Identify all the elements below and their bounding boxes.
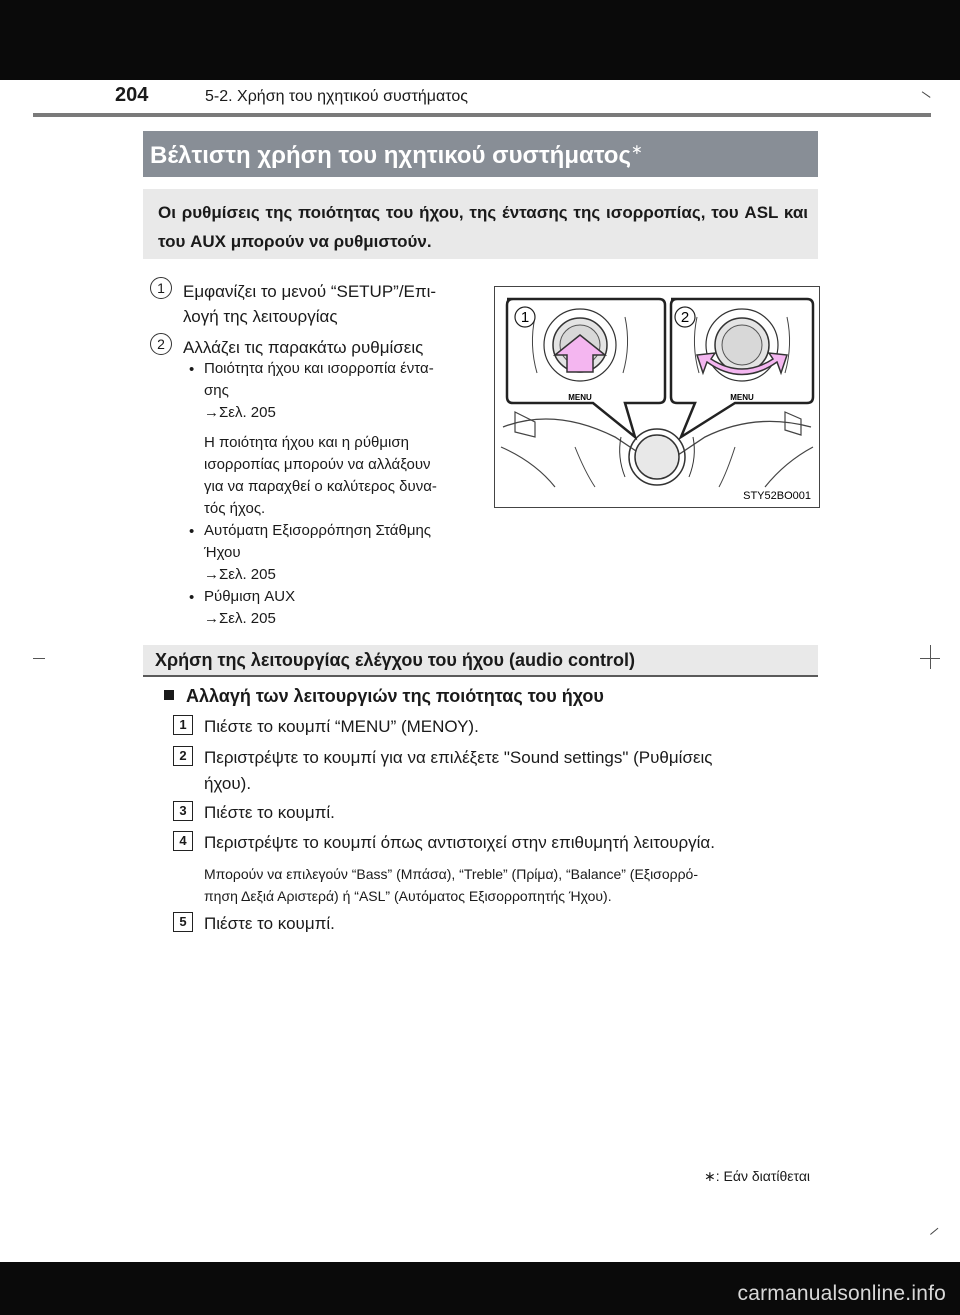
bullet-2-ref: →Σελ. 205 bbox=[204, 566, 276, 583]
step-number-2: 2 bbox=[173, 746, 193, 766]
step-5-text: Πιέστε το κουμπί. bbox=[204, 914, 335, 933]
bullet-2-line-1: Αυτόματη Εξισορρόπηση Στάθμης bbox=[204, 522, 432, 539]
audio-knob-illustration bbox=[495, 287, 819, 507]
menu-label-left: MENU bbox=[568, 393, 592, 402]
subsection-title-rule bbox=[143, 675, 818, 677]
bullet-dot: • bbox=[189, 523, 195, 540]
step-number-5: 5 bbox=[173, 912, 193, 932]
bullet-1-note-line-2: ισορροπίας μπορούν να αλλάξουν bbox=[204, 456, 431, 473]
bullet-3-line-1: Ρύθμιση AUX bbox=[204, 588, 296, 605]
bullet-1-ref: →Σελ. 205 bbox=[204, 404, 276, 421]
audio-knob-figure bbox=[494, 286, 820, 508]
step-3-text: Πιέστε το κουμπί. bbox=[204, 803, 335, 822]
subsection-heading: Αλλαγή των λειτουργιών της ποιότητας του ήχου bbox=[186, 686, 604, 706]
bullet-dot: • bbox=[189, 589, 195, 606]
step-2-text: Περιστρέψτε το κουμπί για να επιλέξετε "Sound settings" (Ρυθμίσεις bbox=[204, 748, 713, 767]
subsection-title: Χρήση της λειτουργίας ελέγχου του ήχου (audio control) bbox=[155, 650, 636, 670]
registration-mark-left bbox=[33, 658, 45, 659]
item-number-1: 1 bbox=[150, 277, 172, 299]
bullet-1-note-line-4: τός ήχος. bbox=[204, 500, 266, 517]
bullet-1-line-2: σης bbox=[204, 382, 229, 399]
step-4-note-line-1: Μπορούν να επιλεγούν “Bass” (Μπάσα), “Treble” (Πρίμα), “Balance” (Εξισορρό- bbox=[204, 866, 698, 882]
item-1-line-2: λογή της λειτουργίας bbox=[183, 307, 338, 326]
menu-label-right: MENU bbox=[730, 393, 754, 402]
bullet-1-line-1: Ποιότητα ήχου και ισορροπία έντα- bbox=[204, 360, 434, 377]
crop-mark-bottom bbox=[924, 1220, 939, 1235]
step-4-note-line-2: πηση Δεξιά Αριστερά) ή “ASL” (Αυτόματος Εξισορροπητής Ήχου). bbox=[204, 888, 612, 904]
figure-label-2: 2 bbox=[680, 309, 690, 326]
figure-label-1: 1 bbox=[520, 309, 530, 326]
step-1-text: Πιέστε το κουμπί “MENU” (ΜΕΝΟΥ). bbox=[204, 717, 479, 736]
step-number-1: 1 bbox=[173, 715, 193, 735]
step-4-text: Περιστρέψτε το κουμπί όπως αντιστοιχεί στην επιθυμητή λειτουργία. bbox=[204, 833, 715, 852]
figure-code: STY52BO001 bbox=[743, 490, 811, 502]
header-rule bbox=[33, 113, 931, 117]
square-bullet-icon bbox=[164, 690, 174, 700]
page-title: Βέλτιστη χρήση του ηχητικού συστήματος∗ bbox=[150, 141, 643, 169]
bullet-1-note-line-3: για να παραχθεί ο καλύτερος δυνα- bbox=[204, 478, 437, 495]
top-black-bar bbox=[0, 0, 960, 80]
registration-mark-right-v bbox=[930, 645, 931, 669]
section-header: 5-2. Χρήση του ηχητικού συστήματος bbox=[205, 88, 468, 105]
crop-mark-top bbox=[922, 83, 937, 98]
page-number: 204 bbox=[115, 84, 149, 106]
item-1-line-1: Εμφανίζει το μενού “SETUP”/Επι- bbox=[183, 282, 437, 301]
step-2-text-cont: ήχου). bbox=[204, 774, 252, 793]
step-number-3: 3 bbox=[173, 801, 193, 821]
item-2-line-1: Αλλάζει τις παρακάτω ρυθμίσεις bbox=[183, 338, 424, 357]
bullet-dot: • bbox=[189, 361, 195, 378]
bullet-2-line-2: Ήχου bbox=[204, 544, 241, 561]
watermark: carmanualsonline.info bbox=[737, 1282, 946, 1305]
bullet-3-ref: →Σελ. 205 bbox=[204, 610, 276, 627]
footnote: ∗: Εάν διατίθεται bbox=[704, 1168, 811, 1184]
item-number-2: 2 bbox=[150, 333, 172, 355]
availability-marker: ∗ bbox=[630, 141, 643, 157]
bullet-1-note-line-1: Η ποιότητα ήχου και η ρύθμιση bbox=[204, 434, 409, 451]
step-number-4: 4 bbox=[173, 831, 193, 851]
intro-text: Οι ρυθμίσεις της ποιότητας του ήχου, της έντασης της ισορροπίας, του ASL και του AUX μπορούν να ρυθμιστούν. bbox=[158, 203, 808, 251]
